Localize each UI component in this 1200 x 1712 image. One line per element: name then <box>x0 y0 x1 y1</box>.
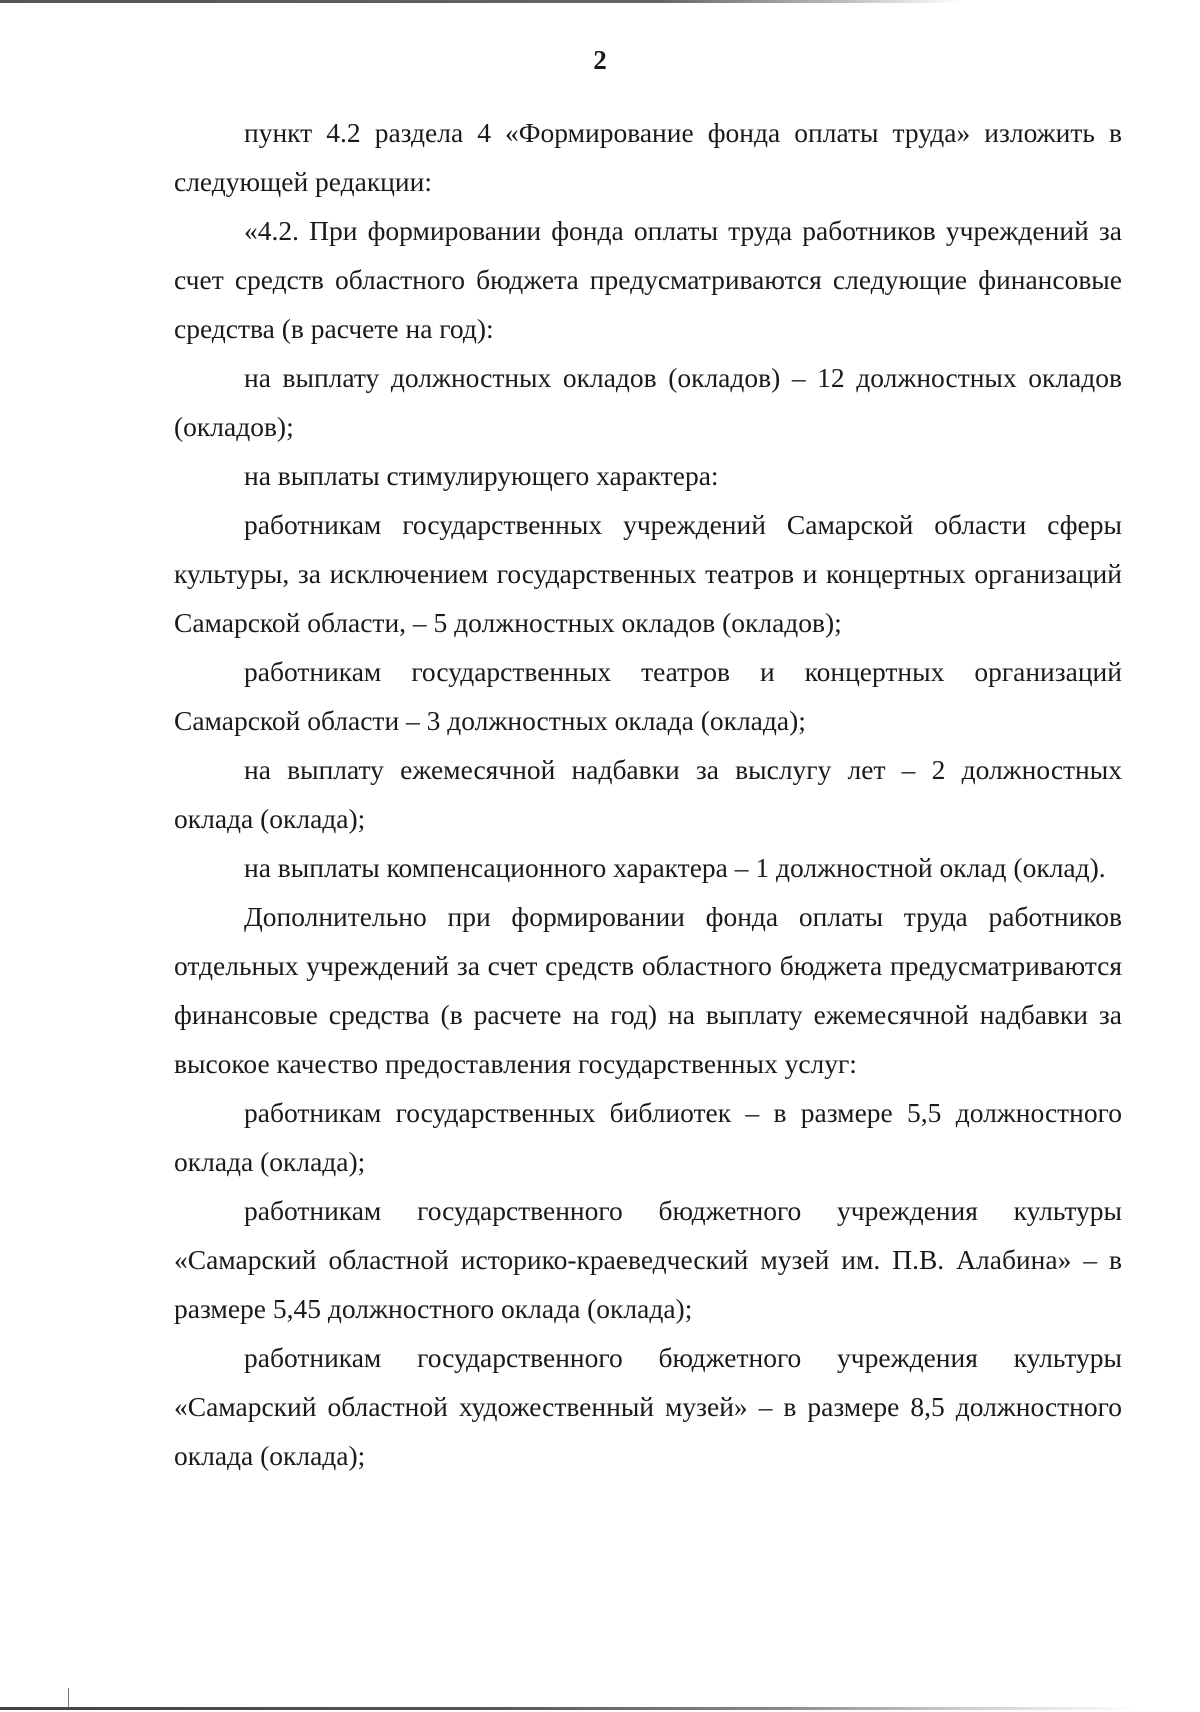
paragraph: на выплаты компенсационного характера – 1 должностной оклад (оклад). <box>244 852 1106 883</box>
paragraph: на выплату ежемесячной надбавки за выслугу лет – 2 должностных оклада (оклада); <box>174 754 1122 834</box>
paragraph: работникам государственных театров и концертных организаций Самарской области – 3 должностных оклада (оклада); <box>174 656 1122 736</box>
scan-mark <box>68 1688 69 1708</box>
paragraph: на выплату должностных окладов (окладов) – 12 должностных окладов (окладов); <box>174 362 1122 442</box>
paragraph: работникам государственных библиотек – в размере 5,5 должностного оклада (оклада); <box>174 1097 1122 1177</box>
paragraph: пункт 4.2 раздела 4 «Формирование фонда оплаты труда» изложить в следующей редакции: <box>174 117 1122 197</box>
paragraph: Дополнительно при формировании фонда оплаты труда работников отдельных учреждений за счет средств областного бюджета предусматриваются финансовые средства (в расчете на год) на выплату ежемесячной надбавки за высокое качество предоставления государственных услуг: <box>174 901 1122 1079</box>
paragraph: работникам государственного бюджетного учреждения культуры «Самарский областной историко-краеведческий музей им. П.В. Алабина» – в размере 5,45 должностного оклада (оклада); <box>174 1195 1122 1324</box>
paragraph: работникам государственного бюджетного учреждения культуры «Самарский областной художественный музей» – в размере 8,5 должностного оклада (оклада); <box>174 1342 1122 1471</box>
scan-edge-bottom <box>0 1707 1200 1710</box>
paragraph: «4.2. При формировании фонда оплаты труда работников учреждений за счет средств областного бюджета предусматриваются следующие финансовые средства (в расчете на год): <box>174 215 1122 344</box>
document-body <box>174 108 1122 1480</box>
page-number: 2 <box>593 45 607 75</box>
scan-edge-top <box>0 0 1200 3</box>
paragraph: работникам государственных учреждений Самарской области сферы культуры, за исключением государственных театров и концертных организаций Самарской области, – 5 должностных окладов (окладов); <box>174 509 1122 638</box>
paragraph: на выплаты стимулирующего характера: <box>244 460 719 491</box>
